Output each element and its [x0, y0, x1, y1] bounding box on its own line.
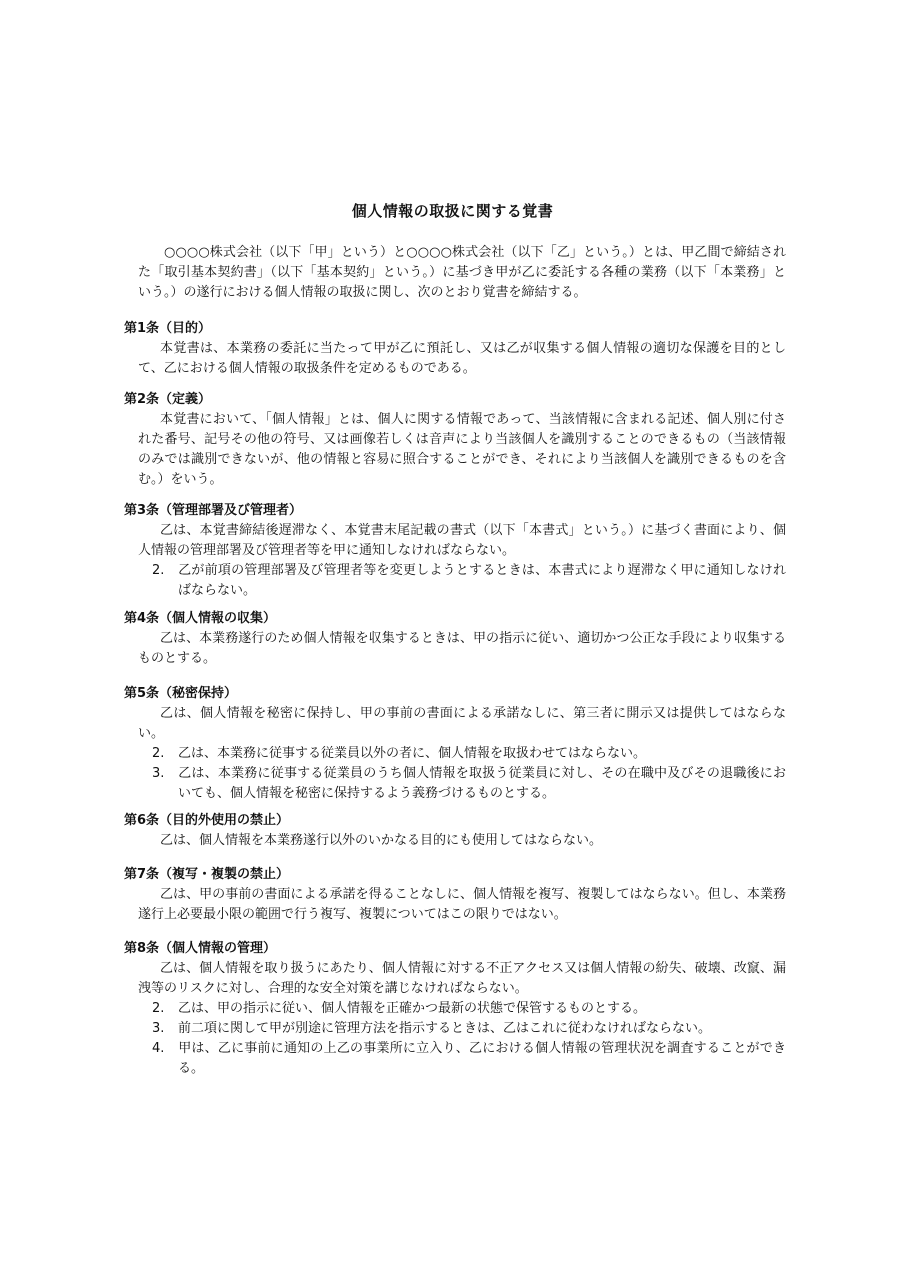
item-text: 乙は、甲の指示に従い、個人情報を正確かつ最新の状態で保管するものとする。	[178, 1001, 647, 1016]
article-heading: 第6条（目的外使用の禁止）	[124, 813, 290, 828]
item-number: 3.	[152, 1021, 165, 1036]
item-number: 2.	[152, 1001, 165, 1016]
article-item	[124, 764, 786, 804]
article-item	[124, 561, 786, 601]
article-item	[124, 744, 786, 764]
article-body: 乙は、個人情報を取り扱うにあたり、個人情報に対する不正アクセス又は個人情報の紛失、破壊、改竄、漏洩等のリスクに対し、合理的な安全対策を講じなければならない。	[138, 961, 786, 996]
article-item	[124, 999, 786, 1019]
item-text: 前二項に関して甲が別途に管理方法を指示するときは、乙はこれに従わなければならない。	[178, 1021, 712, 1036]
article-heading: 第5条（秘密保持）	[124, 686, 238, 701]
article-6	[124, 812, 786, 851]
article-8	[124, 940, 786, 1079]
article-4	[124, 610, 786, 669]
article-heading: 第3条（管理部署及び管理者）	[124, 503, 303, 518]
article-body: 乙は、個人情報を秘密に保持し、甲の事前の書面による承諾なしに、第三者に開示又は提供してはならない。	[138, 706, 786, 741]
item-number: 3.	[152, 766, 165, 781]
article-body: 乙は、甲の事前の書面による承諾を得ることなしに、個人情報を複写、複製してはならない。但し、本業務遂行上必要最小限の範囲で行う複写、複製についてはこの限りではない。	[138, 887, 786, 922]
article-1	[124, 320, 786, 379]
article-5	[124, 685, 786, 804]
item-number: 2.	[152, 746, 165, 761]
article-7	[124, 866, 786, 925]
item-number: 2.	[152, 563, 165, 578]
intro-paragraph: ○○○○株式会社（以下「甲」という）と○○○○株式会社（以下「乙」という。）とは、甲乙間で締結された「取引基本契約書」（以下「基本契約」という。）に基づき甲が乙に委託する各種の業務（以下「本業務」という。）の遂行における個人情報の取扱に関し、次のとおり覚書を締結する。	[138, 245, 786, 300]
article-3	[124, 502, 786, 601]
article-heading: 第7条（複写・複製の禁止）	[124, 867, 290, 882]
article-body: 乙は、個人情報を本業務遂行以外のいかなる目的にも使用してはならない。	[160, 833, 603, 848]
document-title: 個人情報の取扱に関する覚書	[351, 202, 554, 220]
article-body: 本覚書は、本業務の委託に当たって甲が乙に預託し、又は乙が収集する個人情報の適切な保護を目的として、乙における個人情報の取扱条件を定めるものである。	[138, 341, 786, 376]
item-number: 4.	[152, 1041, 165, 1056]
article-item	[124, 1019, 786, 1039]
item-text: 乙は、本業務に従事する従業員以外の者に、個人情報を取扱わせてはならない。	[178, 746, 647, 761]
article-body: 乙は、本業務遂行のため個人情報を収集するときは、甲の指示に従い、適切かつ公正な手段により収集するものとする。	[138, 631, 786, 666]
article-item	[124, 1039, 786, 1079]
article-heading: 第4条（個人情報の収集）	[124, 611, 277, 626]
article-body: 本覚書において、「個人情報」とは、個人に関する情報であって、当該情報に含まれる記述、個人別に付された番号、記号その他の符号、又は画像若しくは音声により当該個人を識別することのできるもの（当該情報のみでは識別できないが、他の情報と容易に照合することができ、それにより当該個人を識別できるものを含む。）をいう。	[138, 412, 786, 487]
item-text: 乙は、本業務に従事する従業員のうち個人情報を取扱う従業員に対し、その在職中及びその退職後においても、個人情報を秘密に保持するよう義務づけるものとする。	[178, 766, 786, 801]
item-text: 乙が前項の管理部署及び管理者等を変更しようとするときは、本書式により遅滞なく甲に通知しなければならない。	[178, 563, 786, 598]
article-2	[124, 391, 786, 490]
article-heading: 第1条（目的）	[124, 321, 212, 336]
article-heading: 第2条（定義）	[124, 392, 212, 407]
article-heading: 第8条（個人情報の管理）	[124, 941, 277, 956]
item-text: 甲は、乙に事前に通知の上乙の事業所に立入り、乙における個人情報の管理状況を調査することができる。	[178, 1041, 786, 1076]
article-body: 乙は、本覚書締結後遅滞なく、本覚書末尾記載の書式（以下「本書式」という。）に基づく書面により、個人情報の管理部署及び管理者等を甲に通知しなければならない。	[138, 523, 786, 558]
